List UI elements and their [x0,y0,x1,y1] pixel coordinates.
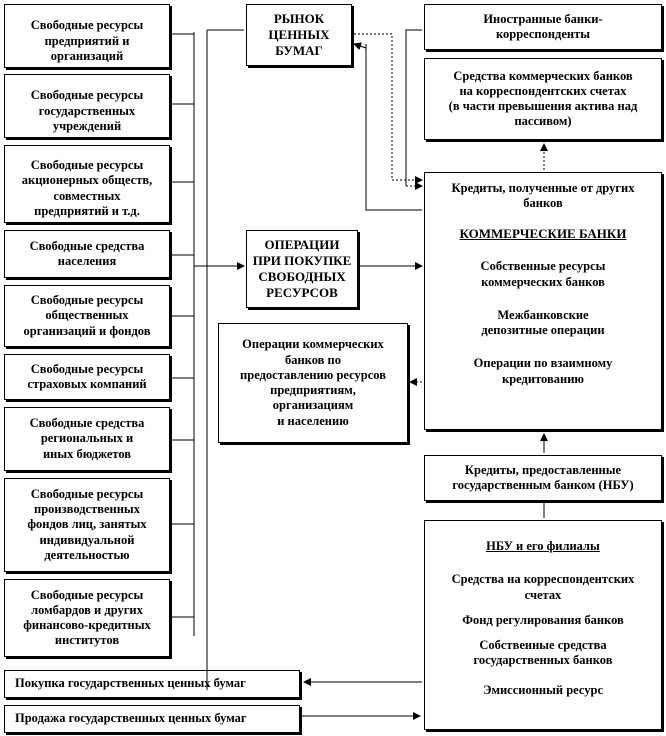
source-pawnshops-label: Свободные ресурсы ломбардов и других финансово-кредитных институтов [23,587,151,648]
purchase-operations-box [246,230,358,308]
source-enterprises [4,4,170,68]
credits-from-banks-label: Кредиты, полученные от других банков [451,181,635,211]
source-joint-stock-label: Свободные ресурсы акционерных обществ, совместных предприятий и т.д. [21,158,153,218]
commercial-banks-box [424,172,662,430]
mutual-credit-label: Операции по взаимному кредитованию [473,356,613,386]
commercial-banks-title: КОММЕРЧЕСКИЕ БАНКИ [459,225,627,241]
source-budgets-label: Свободные средства региональных и иных бюджетов [29,416,145,461]
source-insurance [4,354,170,400]
lending-operations-box [218,323,408,443]
source-public-organizations-label: Свободные ресурсы общественных организаций и фондов [23,293,151,338]
correspondent-funds-box [424,58,662,140]
source-individual-funds [4,478,170,572]
market-to-banks-line [354,34,392,180]
banks-to-market-arrowhead [354,44,366,48]
nbu-emission-label: Эмиссионный ресурс [482,682,604,697]
securities-market-label: РЫНОК ЦЕННЫХ БУМАГ [268,11,330,58]
nbu-credits-label: Кредиты, предоставленные государственным банком (НБУ) [452,462,634,492]
source-pawnshops [4,579,170,657]
purchase-operations-label: ОПЕРАЦИИ ПРИ ПОКУПКЕ СВОБОДНЫХ РЕСУРСОВ [252,237,352,300]
nbu-title: НБУ и его филиалы [486,539,600,553]
source-enterprises-label: Свободные ресурсы предприятий и организаций [30,18,144,63]
nbu-credits-box [424,455,662,501]
source-population-label: Свободные средства населения [29,238,145,268]
securities-market-box [246,4,352,66]
foreign-banks-box [424,4,662,50]
source-state-institutions-label: Свободные ресурсы государственных учреждений [30,88,144,133]
sale-gov-securities-label: Продажа государственных ценных бумаг [15,711,247,726]
source-joint-stock [4,145,170,223]
foreign-banks-loop [406,30,422,186]
source-insurance-label: Свободные ресурсы страховых компаний [27,361,147,391]
correspondent-funds-label: Средства коммерческих банков на корреспондентских счетах (в части превышения актива над пассивом) [448,68,638,129]
banks-to-market-line [366,44,422,210]
nbu-own-funds-label: Собственные средства государственных банков [473,638,613,668]
interbank-label: Межбанковские депозитные операции [481,307,605,338]
purchase-gov-securities-label: Покупка государственных ценных бумаг [15,676,246,691]
purchase-gov-securities-box [4,670,300,698]
sale-gov-securities-box [4,705,300,733]
nbu-correspondent-label: Средства на корреспондентских счетах [451,572,635,602]
own-resources-label: Собственные ресурсы коммерческих банков [480,259,606,289]
source-individual-funds-label: Свободные ресурсы производственных фондов лиц, занятых индивидуальной деятельностью [27,486,147,562]
source-state-institutions [4,74,170,138]
source-population [4,230,170,278]
foreign-banks-label: Иностранные банки- корреспонденты [483,11,603,41]
nbu-regulation-fund-label: Фонд регулирования банков [462,612,624,627]
lending-operations-label: Операции коммерческих банков по предоставлению ресурсов предприятиям, организациям и населению [240,337,386,428]
source-budgets [4,407,170,471]
source-public-organizations [4,285,170,347]
nbu-box [424,520,662,730]
